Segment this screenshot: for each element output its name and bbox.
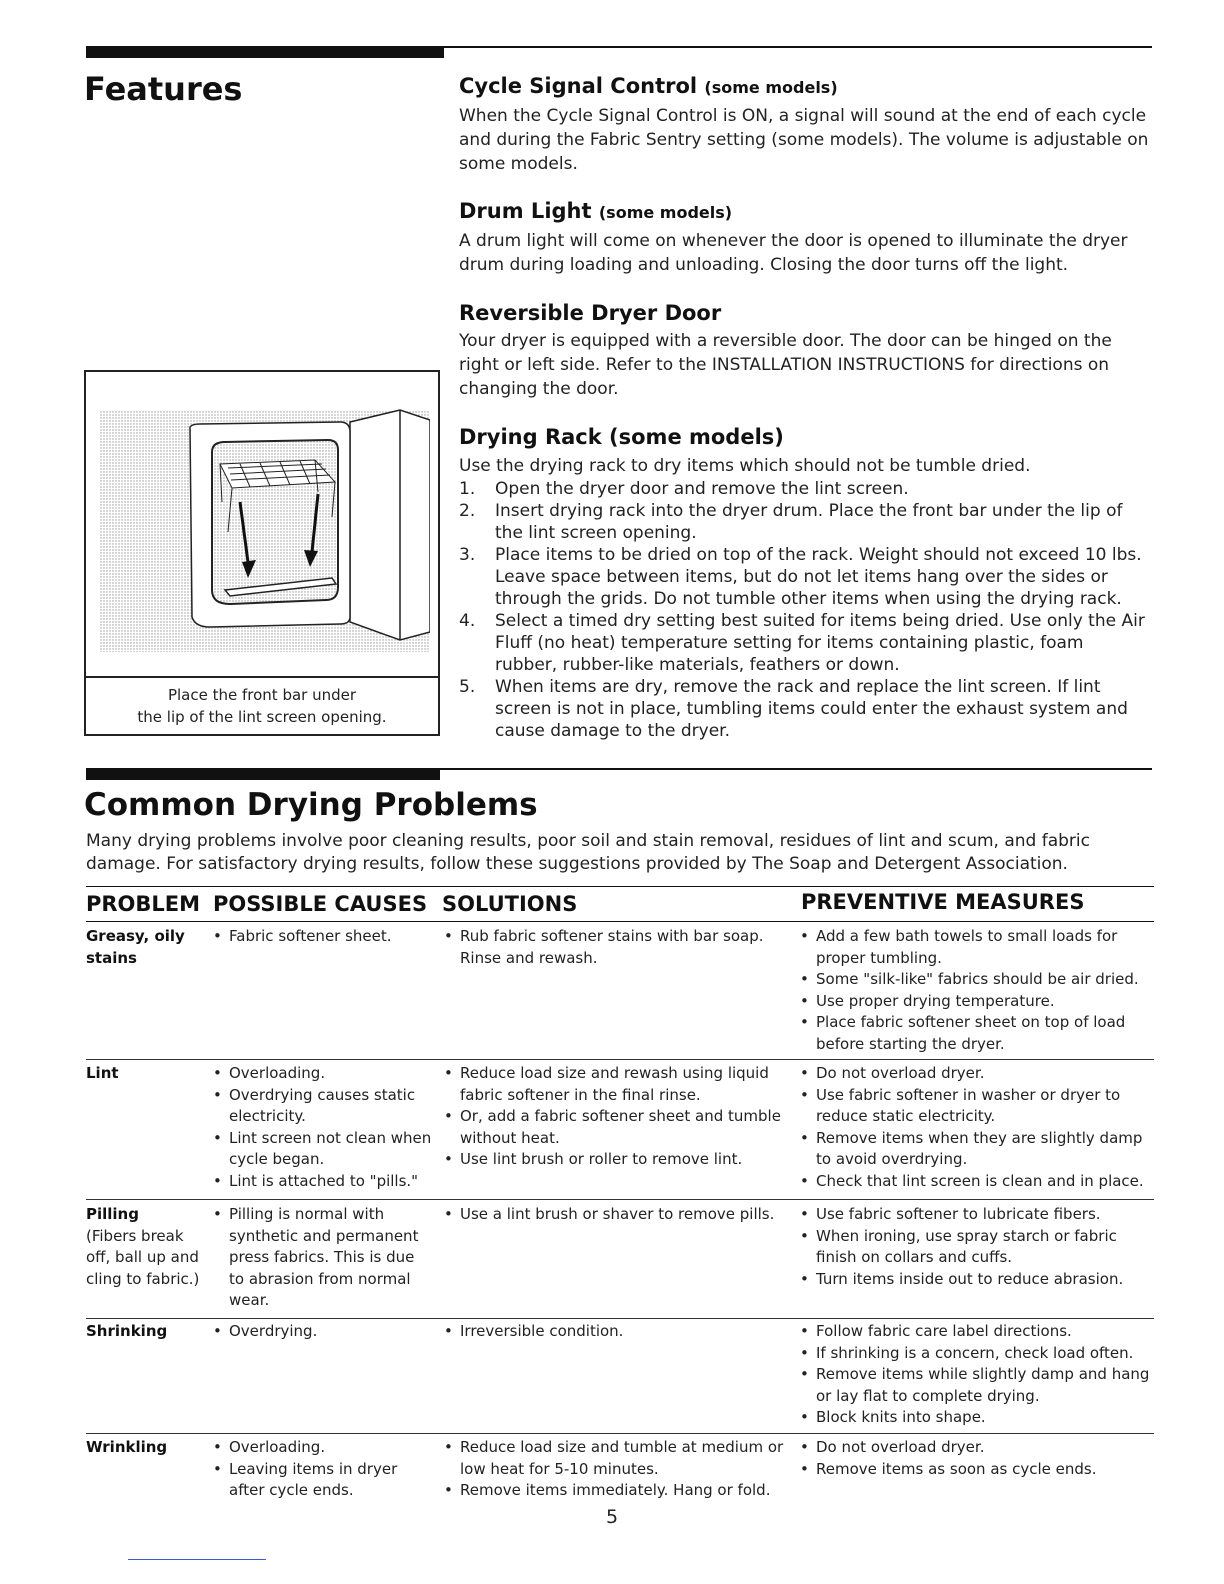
rack-step-number: 3. [459,545,476,565]
preventive-item: • Follow fabric care label directions. [797,1321,1157,1343]
reversible-door-heading: Reversible Dryer Door [459,301,722,325]
problem-cell [86,926,198,969]
preventive-item: • Do not overload dryer. [797,1437,1157,1459]
row-divider [86,1059,1154,1060]
col-header-solutions: SOLUTIONS [442,892,578,916]
preventive-item: • Add a few bath towels to small loads for proper tumbling. [797,926,1157,969]
preventive-item: • Block knits into shape. [797,1407,1157,1429]
col-header-problem: PROBLEM [86,892,201,916]
cycle-signal-heading-note: (some models) [704,78,838,97]
problem-cell [86,1321,210,1343]
preventive-item: • When ironing, use spray starch or fabric finish on collars and cuffs. [797,1226,1157,1269]
rack-step [459,676,1151,742]
row-divider [86,1199,1154,1200]
preventive-cell [797,926,1157,1055]
row-divider [86,1433,1154,1434]
problem-name: Pilling [86,1205,139,1223]
cause-item: • Overdrying. [210,1321,434,1343]
preventive-cell [797,1204,1157,1290]
solutions-cell [441,1063,786,1171]
rack-step-text: Select a timed dry setting best suited for items being dried. Use only the Air Fluff (no heat) temperature setting for items containing plastic, foam rubber, rubber-like materials, feathers or down. [495,611,1145,675]
col-header-preventive: PREVENTIVE MEASURES [801,890,1085,914]
preventive-item: • If shrinking is a concern, check load often. [797,1343,1157,1365]
solution-item: • Remove items immediately. Hang or fold. [441,1480,786,1502]
rack-step-number: 4. [459,611,476,631]
problem-cell [86,1204,210,1290]
cause-item: • Leaving items in dryer after cycle ends. [210,1459,434,1502]
preventive-item: • Place fabric softener sheet on top of load before starting the dryer. [797,1012,1157,1055]
cause-item: • Overdrying causes static electricity. [210,1085,434,1128]
drum-light-body: A drum light will come on whenever the door is opened to illuminate the dryer drum during loading and unloading. Closing the door turns off the light. [459,231,1128,275]
drying-rack-steps [459,478,1151,742]
rack-step [459,500,1151,544]
figure-caption-line: Place the front bar under [167,686,357,704]
preventive-item: • Do not overload dryer. [797,1063,1157,1085]
problem-description: (Fibers break off, ball up and cling to fabric.) [86,1226,200,1288]
table-top-rule [86,886,1154,887]
cycle-signal-body: When the Cycle Signal Control is ON, a signal will sound at the end of each cycle and during the Fabric Sentry setting (some models). The volume is adjustable on some models. [459,106,1149,174]
rack-step [459,610,1151,676]
preventive-item: • Remove items as soon as cycle ends. [797,1459,1157,1481]
problems-rule-thin [440,768,1152,770]
solutions-cell [441,1321,786,1343]
problem-name: Lint [86,1064,119,1082]
drum-light-heading [459,199,732,223]
problem-cell [86,1063,210,1085]
problems-rule-thick [86,768,440,780]
preventive-item: • Use fabric softener in washer or dryer to reduce static electricity. [797,1085,1157,1128]
features-rule-thick [86,46,444,58]
causes-cell [210,1204,434,1312]
cycle-signal-heading-text: Cycle Signal Control [459,74,698,98]
causes-cell [210,926,434,948]
rack-step-text: Insert drying rack into the dryer drum. Place the front bar under the lip of the lint screen opening. [495,501,1123,543]
rack-step-number: 1. [459,479,476,499]
problem-cell [86,1437,210,1459]
preventive-cell [797,1321,1157,1429]
cycle-signal-heading [459,74,838,98]
rack-step-text: Open the dryer door and remove the lint screen. [495,479,909,499]
row-divider [86,1318,1154,1319]
preventive-cell [797,1437,1157,1480]
scan-artifact-line [128,1559,266,1560]
table-header-rule [86,921,1154,922]
problem-name: Shrinking [86,1322,168,1340]
preventive-item: • Some "silk-like" fabrics should be air dried. [797,969,1157,991]
rack-step [459,544,1151,610]
preventive-item: • Use fabric softener to lubricate fibers. [797,1204,1157,1226]
causes-cell [210,1063,434,1192]
causes-cell [210,1437,434,1502]
drum-light-heading-note: (some models) [598,203,733,222]
dryer-drum-illustration [100,402,430,652]
page-number: 5 [605,1506,619,1528]
drum-light-heading-text: Drum Light [459,199,592,223]
problems-intro: Many drying problems involve poor cleaning results, poor soil and stain removal, residues of lint and scum, and fabric damage. For satisfactory drying results, follow these suggestions provided by The Soap and Detergent Association. [86,831,1090,874]
cause-item: • Overloading. [210,1437,434,1459]
rack-step-number: 5. [459,677,476,697]
drying-rack-figure [84,370,440,736]
rack-step-text: When items are dry, remove the rack and replace the lint screen. If lint screen is not in place, tumbling items could enter the exhaust system and cause damage to the dryer. [495,677,1128,741]
solution-item: • Use a lint brush or shaver to remove pills. [441,1204,786,1226]
solutions-cell [441,1204,786,1226]
drying-rack-heading: Drying Rack (some models) [459,425,784,449]
features-title: Features [84,70,243,108]
rack-step-text: Place items to be dried on top of the rack. Weight should not exceed 10 lbs. Leave space between items, but do not let items hang over the sides or through the grids. Do not tumble other items when using the drying rack. [495,545,1142,609]
drying-rack-intro: Use the drying rack to dry items which should not be tumble dried. [459,456,1031,476]
solutions-cell [441,926,786,969]
rack-step [459,478,1151,500]
cause-item: • Lint is attached to "pills." [210,1171,434,1193]
cause-item: • Overloading. [210,1063,434,1085]
preventive-cell [797,1063,1157,1192]
solution-item: • Rub fabric softener stains with bar soap. Rinse and rewash. [441,926,786,969]
rack-step-number: 2. [459,501,476,521]
cause-item: • Lint screen not clean when cycle began. [210,1128,434,1171]
causes-cell [210,1321,434,1343]
problem-name: Wrinkling [86,1438,168,1456]
reversible-door-body: Your dryer is equipped with a reversible door. The door can be hinged on the right or left side. Refer to the INSTALLATION INSTRUCTIONS for directions on changing the door. [459,331,1112,399]
preventive-item: • Remove items when they are slightly damp to avoid overdrying. [797,1128,1157,1171]
preventive-item: • Use proper drying temperature. [797,991,1157,1013]
preventive-item: • Remove items while slightly damp and hang or lay flat to complete drying. [797,1364,1157,1407]
problems-title: Common Drying Problems [84,787,538,823]
problem-name: Greasy, oily stains [86,927,185,967]
solutions-cell [441,1437,786,1502]
solution-item: • Reduce load size and rewash using liquid fabric softener in the final rinse. [441,1063,786,1106]
solution-item: • Or, add a fabric softener sheet and tumble without heat. [441,1106,786,1149]
cause-item: • Fabric softener sheet. [210,926,434,948]
preventive-item: • Check that lint screen is clean and in place. [797,1171,1157,1193]
figure-caption [86,676,438,734]
figure-caption-line: the lip of the lint screen opening. [137,708,387,726]
solution-item: • Irreversible condition. [441,1321,786,1343]
preventive-item: • Turn items inside out to reduce abrasion. [797,1269,1157,1291]
solution-item: • Use lint brush or roller to remove lint. [441,1149,786,1171]
col-header-causes: POSSIBLE CAUSES [213,892,428,916]
solution-item: • Reduce load size and tumble at medium or low heat for 5-10 minutes. [441,1437,786,1480]
cause-item: • Pilling is normal with synthetic and permanent press fabrics. This is due to abrasion from normal wear. [210,1204,434,1312]
features-rule-thin [444,46,1152,48]
